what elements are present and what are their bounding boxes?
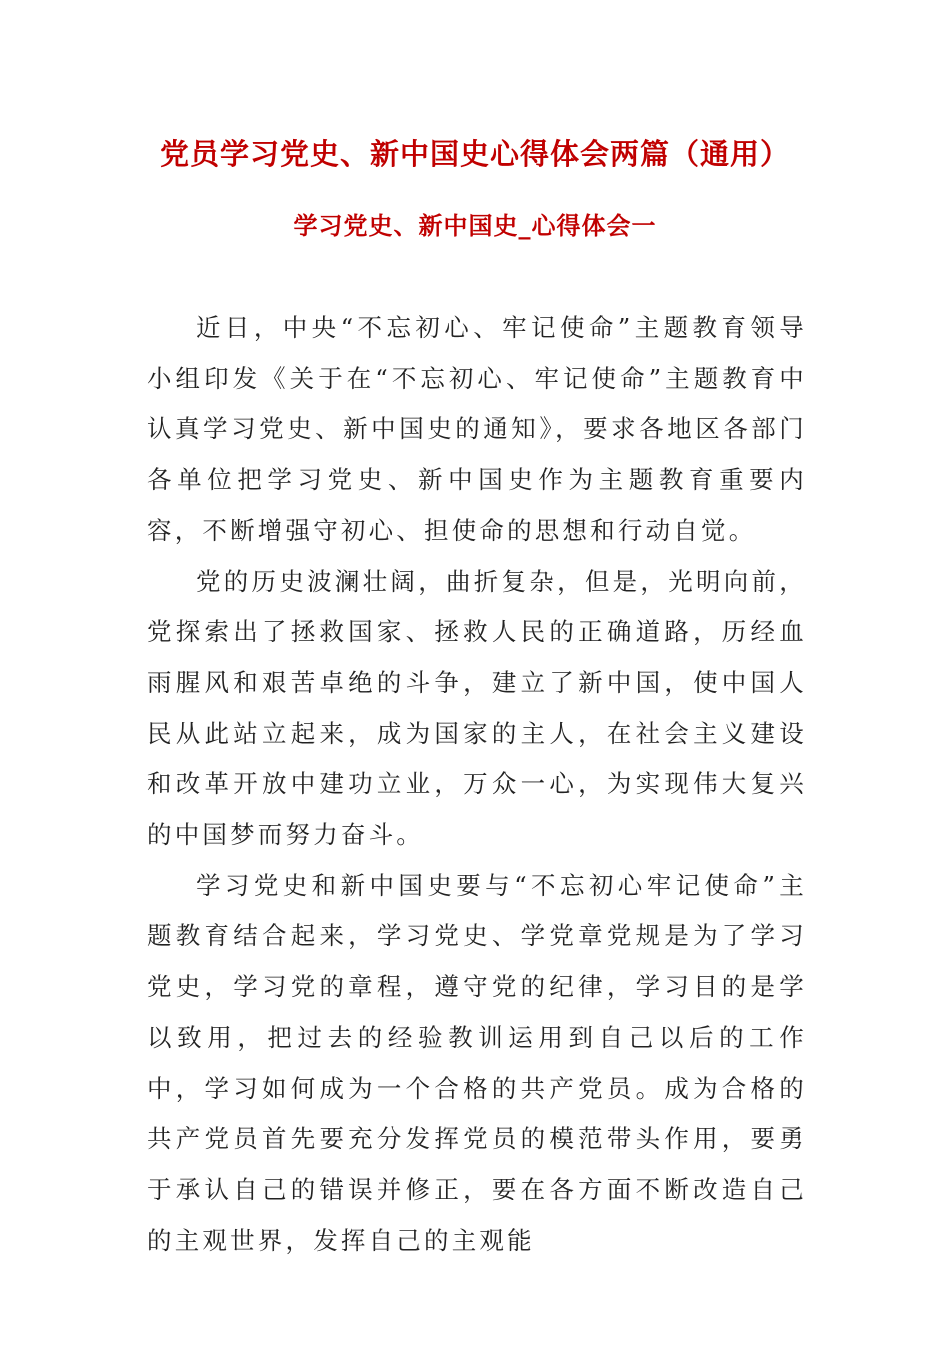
section-subtitle: 学习党史、新中国史_心得体会一 — [293, 211, 657, 240]
paragraph-3: 学习党史和新中国史要与“不忘初心牢记使命”主题教育结合起来，学习党史、学党章党规是为了学习党史，学习党的章程，遵守党的纪律，学习目的是学以致用，把过去的经验教训运用到自己以后的工作中，学习如何成为一个合格的共产党员。成为合格的共产党员首先要充分发挥党员的模范带头作用，要勇于承认自己的错误并修正，要在各方面不断改造自己的主观世界，发挥自己的主观能 — [147, 870, 807, 1255]
paragraph-2: 党的历史波澜壮阔，曲折复杂，但是，光明向前，党探索出了拯救国家、拯救人民的正确道路，历经血雨腥风和艰苦卓绝的斗争，建立了新中国，使中国人民从此站立起来，成为国家的主人，在社会主义建设和改革开放中建功立业，万众一心，为实现伟大复兴的中国梦而努力奋斗。 — [147, 566, 807, 850]
document-body — [147, 303, 807, 1266]
paragraph-1: 近日，中央“不忘初心、牢记使命”主题教育领导小组印发《关于在“不忘初心、牢记使命”主题教育中认真学习党史、新中国史的通知》，要求各地区各部门各单位把学习党史、新中国史作为主题教育重要内容，不断增强守初心、担使命的思想和行动自觉。 — [147, 313, 807, 545]
document-title: 党员学习党史、新中国史心得体会两篇（通用） — [159, 137, 790, 171]
